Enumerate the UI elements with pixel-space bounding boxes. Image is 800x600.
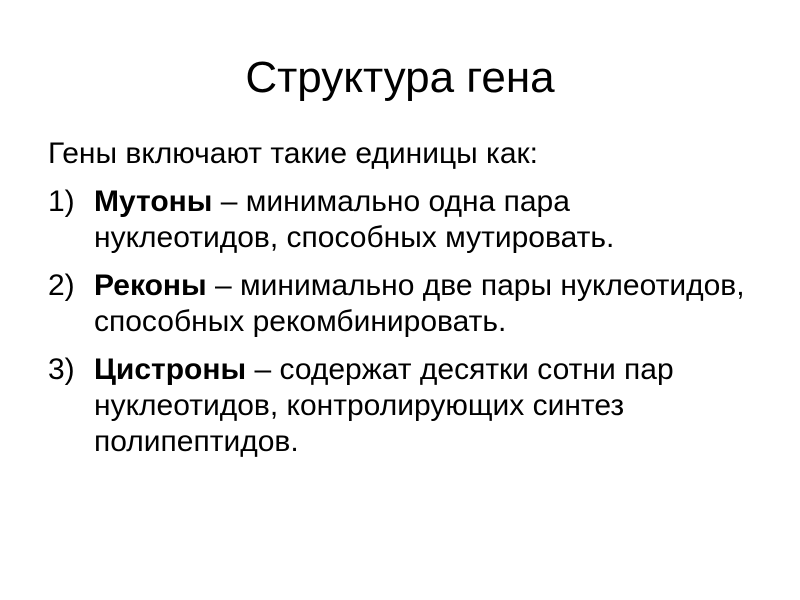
list-item-number: 2) [48, 269, 75, 302]
list-item-description: – содержат десятки сотни пар нуклеотидов, контролирующих синтез полипептидов. [94, 353, 674, 458]
list-item [48, 352, 748, 460]
list-item-number: 1) [48, 185, 75, 218]
list-item-text [94, 352, 748, 460]
list-item [48, 268, 748, 340]
list-item-number: 3) [48, 353, 75, 386]
list-item-text [94, 268, 748, 340]
list-item-description: – минимально две пары нуклеотидов, способных рекомбинировать. [94, 269, 745, 338]
list-item [48, 184, 748, 256]
list-item-description: – минимально одна пара нуклеотидов, способных мутировать. [94, 185, 615, 254]
list-item-term: Реконы [94, 269, 207, 302]
slide-title: Структура гена [245, 53, 555, 102]
list-item-term: Мутоны [94, 185, 213, 218]
list-item-text [94, 184, 748, 256]
list-item-term: Цистроны [94, 353, 247, 386]
intro-text: Гены включают такие единицы как: [48, 137, 538, 170]
slide-body [48, 136, 748, 472]
